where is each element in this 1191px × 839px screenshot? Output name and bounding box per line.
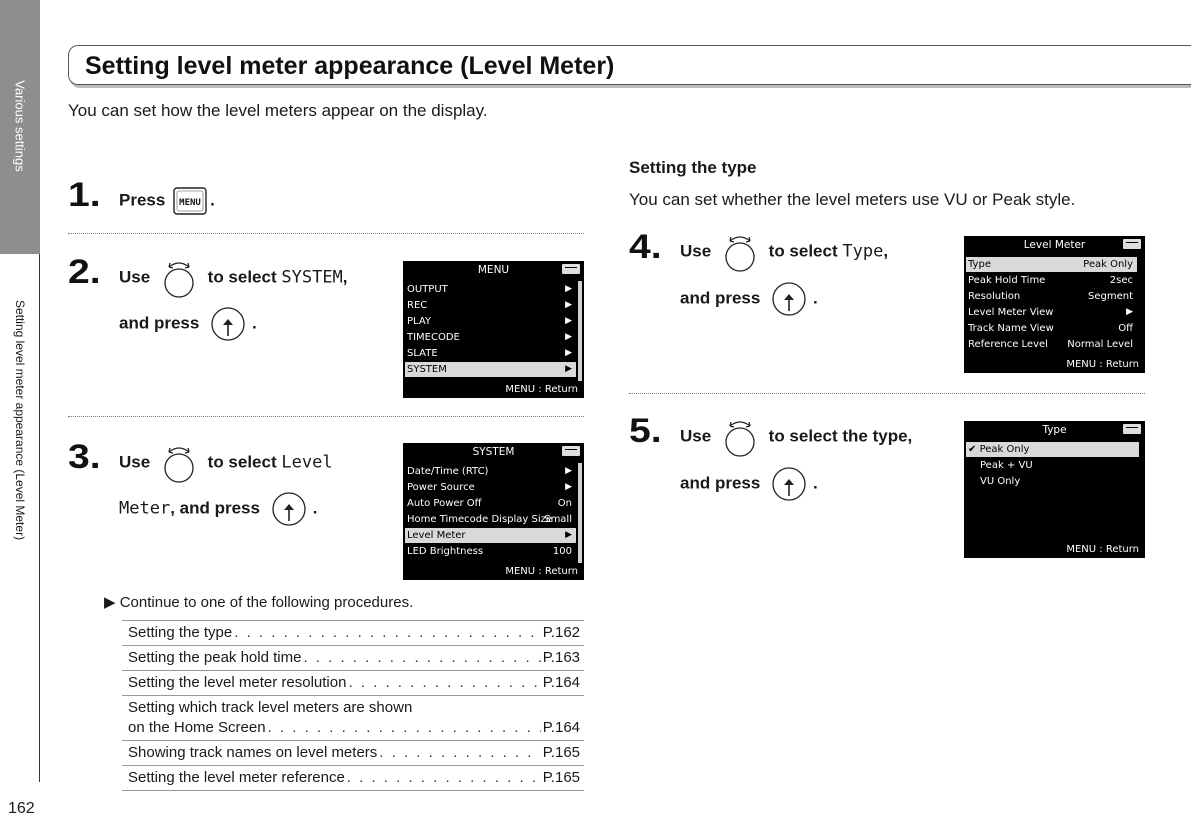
screen-footer: MENU : Return [505, 566, 578, 577]
step-1-press: Press [119, 190, 166, 210]
step-2-line-2 [119, 306, 257, 342]
intro-text: You can set how the level meters appear on the display. [68, 101, 488, 120]
type-option: Peak + VU [980, 460, 1033, 471]
system-item-level-meter: Level Meter ▶ [405, 528, 576, 543]
system-item: Date/Time (RTC) ▶ [407, 466, 572, 477]
step-4-line-1 [680, 232, 888, 272]
continue-text: Continue to one of the following procedures. [119, 594, 414, 611]
step-3-number: 3. [68, 438, 101, 476]
screen-footer: MENU : Return [1066, 359, 1139, 370]
step-4-target: Type [842, 241, 884, 262]
section-tab [0, 0, 40, 254]
dial-icon [161, 258, 197, 298]
step-5-to-select: to select the type, [768, 426, 913, 446]
battery-icon [1123, 424, 1141, 434]
page-title: Setting level meter appearance (Level Meter) [85, 52, 615, 80]
step-5-line-1 [680, 417, 912, 457]
step-5-period: . [813, 473, 818, 493]
push-button-icon [271, 491, 307, 527]
step-2-line-1 [119, 258, 348, 298]
step-4-use: Use [680, 241, 712, 261]
screen-title: Level Meter [1023, 239, 1086, 251]
dial-icon [161, 443, 197, 483]
procedure-link[interactable]: Setting the level meter resolution . . . P.164 [122, 671, 584, 696]
divider [68, 416, 584, 417]
step-4-period: . [813, 288, 818, 308]
divider [68, 233, 584, 234]
step-3-line-1 [119, 443, 333, 483]
step-1-text [119, 186, 215, 216]
step-4-and-press: and press [680, 288, 761, 308]
level-meter-item: Peak Hold Time 2sec [968, 275, 1133, 286]
menu-item-slate: SLATE ▶ [407, 348, 572, 359]
push-button-icon [210, 306, 246, 342]
menu-item-play: PLAY ▶ [407, 316, 572, 327]
divider [629, 393, 1145, 394]
step-5-line-2 [680, 466, 818, 502]
step-3-period: . [312, 498, 318, 518]
step-5-number: 5. [629, 412, 662, 450]
step-5-and-press: and press [680, 473, 761, 493]
type-screen [964, 421, 1145, 558]
battery-icon [562, 446, 580, 456]
battery-icon [562, 264, 580, 274]
section-tab-label: Various settings [12, 80, 28, 172]
step-4-number: 4. [629, 228, 662, 266]
step-3-target-b: Meter [119, 498, 171, 519]
section-heading: Setting the type [629, 158, 757, 177]
step-2-and-press: and press [119, 313, 200, 333]
menu-item-rec: REC ▶ [407, 300, 572, 311]
step-1-number: 1. [68, 176, 101, 214]
triangle-marker-icon: ▶ [104, 594, 116, 611]
menu-key-label: MENU [179, 198, 201, 208]
procedure-link[interactable]: Setting the type . . . P.162 [122, 620, 584, 646]
level-meter-item: Level Meter View ▶ [968, 307, 1133, 318]
level-meter-item: Resolution Segment [968, 291, 1133, 302]
system-item: Home Timecode Display Size Small [407, 514, 572, 525]
level-meter-item-type: Type Peak Only [966, 257, 1137, 272]
screen-title: MENU [477, 264, 510, 276]
screen-title: SYSTEM [472, 446, 515, 458]
procedure-link[interactable]: Setting the level meter reference . . . P.165 [122, 766, 584, 791]
push-button-icon [771, 281, 807, 317]
dial-icon [722, 417, 758, 457]
type-option-peak-only: ✔ Peak Only [966, 442, 1139, 457]
type-option: VU Only [980, 476, 1021, 487]
scrollbar [578, 463, 582, 563]
check-icon: ✔ [968, 444, 977, 455]
system-item: Auto Power Off On [407, 498, 572, 509]
level-meter-item: Track Name View Off [968, 323, 1133, 334]
side-divider [39, 254, 40, 782]
level-meter-item: Reference Level Normal Level [968, 339, 1133, 350]
menu-item-timecode: TIMECODE ▶ [407, 332, 572, 343]
step-2-period: . [252, 313, 257, 333]
step-4-to-select: to select [768, 241, 838, 261]
step-2-to-select: to select [207, 267, 277, 287]
page-number: 162 [8, 800, 35, 817]
section-text: You can set whether the level meters use VU or Peak style. [629, 190, 1076, 209]
step-3-and-press: , and press [170, 498, 260, 518]
scrollbar [578, 281, 582, 381]
system-item: LED Brightness 100 [407, 546, 572, 557]
menu-item-system: SYSTEM ▶ [405, 362, 576, 377]
continue-note [104, 593, 413, 611]
menu-key-icon [172, 186, 208, 216]
step-2-target: SYSTEM [281, 267, 343, 288]
step-5-use: Use [680, 426, 712, 446]
step-3-to-select: to select [207, 452, 277, 472]
step-2-number: 2. [68, 253, 101, 291]
screen-title: Type [1042, 424, 1067, 436]
screen-footer: MENU : Return [505, 384, 578, 395]
step-2-comma: , [342, 267, 348, 287]
procedure-link[interactable]: Setting the peak hold time . . . P.163 [122, 646, 584, 671]
step-3-line-2 [119, 491, 317, 527]
step-4-line-2 [680, 281, 818, 317]
page-tab-label: Setting level meter appearance (Level Meter) [13, 299, 27, 541]
procedure-link[interactable]: Setting which track level meters are shown on the Home Screen . . . P.164 [122, 696, 584, 741]
menu-screen [403, 261, 584, 398]
step-4-comma: , [883, 241, 889, 261]
step-1-period: . [210, 190, 215, 210]
dial-icon [722, 232, 758, 272]
menu-item-output: OUTPUT ▶ [407, 284, 572, 295]
procedure-link[interactable]: Showing track names on level meters . . . P.165 [122, 741, 584, 766]
system-item: Power Source ▶ [407, 482, 572, 493]
step-2-use: Use [119, 267, 151, 287]
step-3-use: Use [119, 452, 151, 472]
procedure-list [122, 620, 584, 791]
push-button-icon [771, 466, 807, 502]
step-3-target-a: Level [281, 452, 333, 473]
battery-icon [1123, 239, 1141, 249]
system-screen [403, 443, 584, 580]
title-bar [68, 45, 1191, 85]
level-meter-screen [964, 236, 1145, 373]
screen-footer: MENU : Return [1066, 544, 1139, 555]
